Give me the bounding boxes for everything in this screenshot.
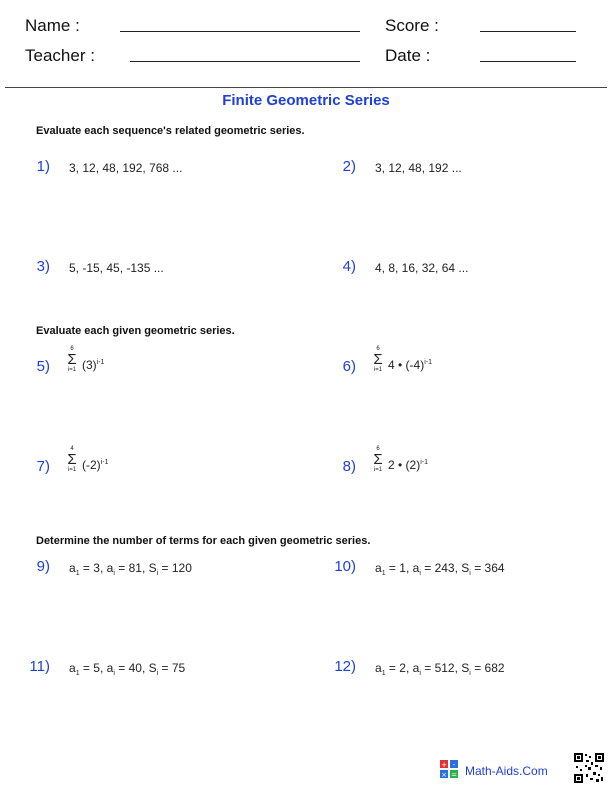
score-label: Score : [385,16,439,35]
sigma-notation [65,346,79,374]
sigma-icon: Σ [373,351,383,368]
name-blank[interactable] [120,31,360,32]
problem-number: 1) [36,158,50,175]
problem-number: 12) [334,658,356,675]
problem-number: 5) [36,358,50,375]
problem-number: 8) [342,458,356,475]
problem-number: 4) [342,258,356,275]
score-blank[interactable] [480,31,576,32]
problem-number: 6) [342,358,356,375]
problem-text: 3, 12, 48, 192, 768 ... [69,161,183,175]
sigma-upper: 6 [70,346,74,352]
series-base: (-2) [82,458,101,472]
sigma-lower: i=1 [67,467,77,473]
qr-code-icon [573,752,605,784]
svg-text:=: = [451,771,457,778]
teacher-label: Teacher : [25,46,95,65]
series-expression [82,458,108,472]
series-exponent: i-1 [96,359,105,366]
sigma-upper: 6 [376,346,380,352]
page-title: Finite Geometric Series [222,92,390,109]
teacher-blank[interactable] [130,61,360,62]
svg-text:×: × [441,771,447,778]
problem-number: 10) [334,558,356,575]
sigma-lower: i=1 [373,367,383,373]
series-expression [82,358,104,372]
problem-number: 11) [29,658,50,675]
problem-text: $a_1 = 1$, $a_i = 243$, $S_i = 364$ [375,561,505,577]
problem-text: 4, 8, 16, 32, 64 ... [375,261,469,275]
site-link[interactable]: Math-Aids.Com [465,764,548,778]
header-divider [5,87,607,88]
instruction-2: Evaluate each given geometric series. [36,325,235,337]
problem-number: 9) [36,558,50,575]
sigma-icon: Σ [67,351,77,368]
series-base: 2 • (2) [388,458,421,472]
svg-text:-: - [452,761,456,769]
series-exponent: i-1 [420,459,428,466]
sigma-notation [371,346,385,374]
series-exponent: i-1 [424,359,432,366]
problem-text: 5, -15, 45, -135 ... [69,261,164,275]
sigma-notation [65,446,79,474]
svg-text:+: + [441,761,447,769]
instruction-3: Determine the number of terms for each given geometric series. [36,535,371,547]
date-label: Date : [385,46,431,65]
problem-text: $a_1 = 5$, $a_i = 40$, $S_i = 75$ [69,661,186,677]
problem-text: $a_1 = 2$, $a_i = 512$, $S_i = 682$ [375,661,505,677]
sigma-upper: 6 [376,446,380,452]
name-label: Name : [25,16,80,35]
sigma-lower: i=1 [67,367,77,373]
problem-number: 3) [36,258,50,275]
instruction-1: Evaluate each sequence's related geometric series. [36,125,305,137]
series-exponent: i-1 [100,459,109,466]
sigma-icon: Σ [67,451,77,468]
problem-text: $a_1 = 3$, $a_i = 81$, $S_i = 120$ [69,561,192,577]
sigma-lower: i=1 [373,467,383,473]
problem-number: 7) [36,458,50,475]
problem-number: 2) [342,158,356,175]
date-blank[interactable] [480,61,576,62]
series-expression [388,458,428,472]
sigma-icon: Σ [373,451,383,468]
sigma-notation [371,446,385,474]
calculator-icon [440,760,458,778]
series-base: (3) [82,358,97,372]
sigma-upper: 4 [70,446,74,452]
problem-text: 3, 12, 48, 192 ... [375,161,462,175]
series-base: 4 • (-4) [388,358,425,372]
series-expression [388,358,432,372]
